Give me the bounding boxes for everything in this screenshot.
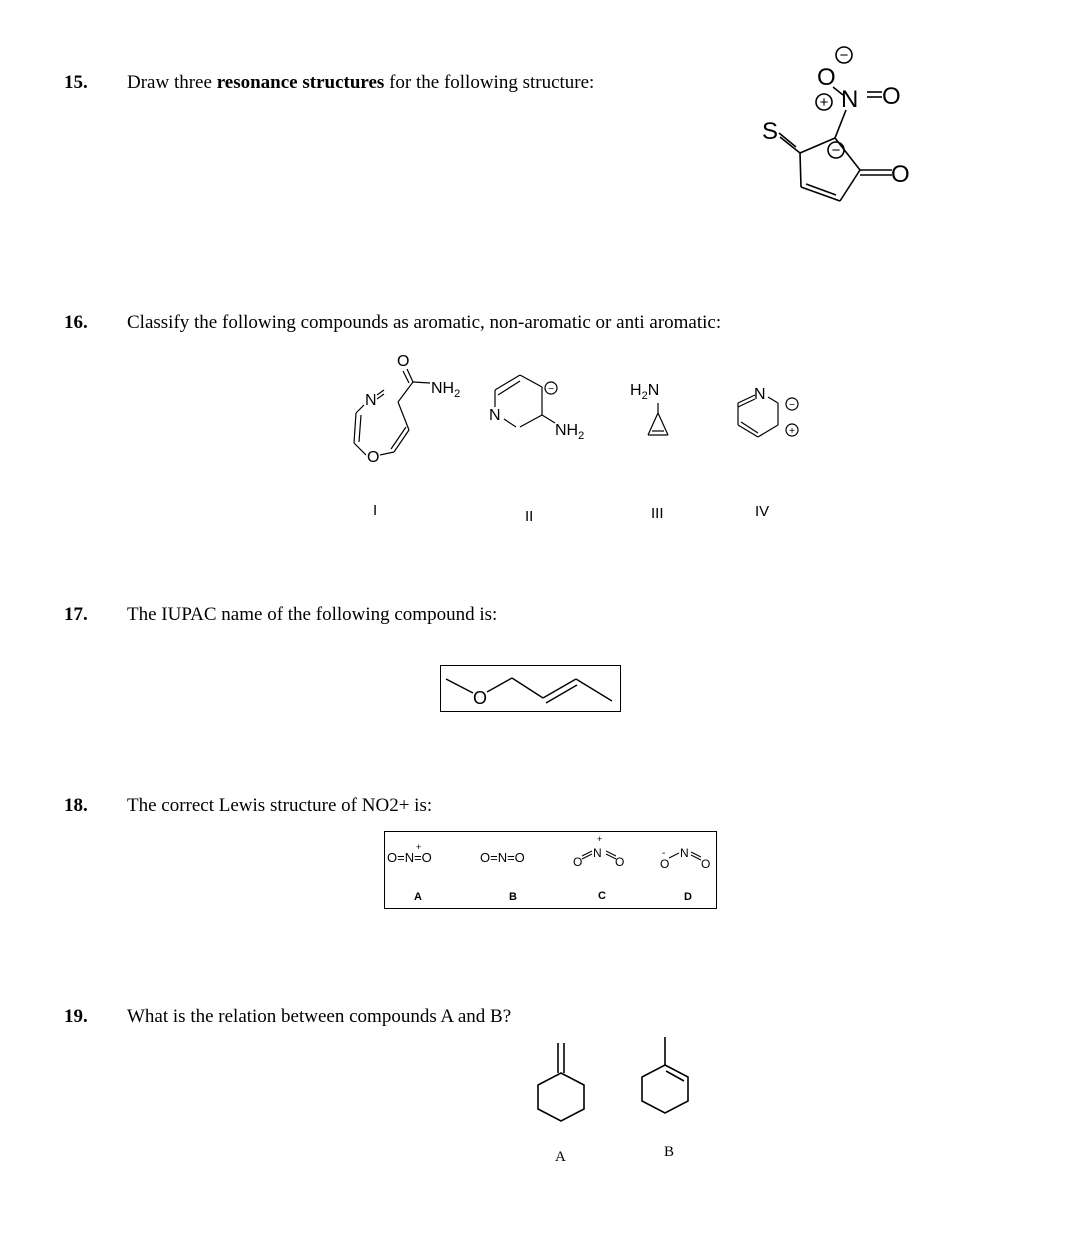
oxygen-atom: O <box>882 83 901 110</box>
compound-label: III <box>651 505 664 522</box>
option-label: A <box>414 891 422 903</box>
minus-charge: − <box>548 384 554 395</box>
nitrogen-atom: N <box>841 86 859 113</box>
option-label: D <box>684 891 692 903</box>
minus-charge: − <box>789 400 795 411</box>
q17-structure <box>440 665 620 712</box>
amino-group: $NH_2$ <box>431 380 461 400</box>
option-label: B <box>509 891 517 903</box>
question-text: Classify the following compounds as aromatic, non-aromatic or anti aromatic: <box>127 312 722 333</box>
compound-label: I <box>373 502 378 519</box>
nitrogen-atom: N <box>489 407 501 424</box>
nitrogen-atom: N <box>365 392 377 409</box>
question-number: 19. <box>64 1006 88 1027</box>
nitrogen-atom: N <box>593 846 602 860</box>
oxygen-atom: O <box>891 161 910 188</box>
oxygen-atom: O <box>701 857 711 871</box>
lewis-formula: O=N=O <box>480 850 525 865</box>
question-text: The IUPAC name of the following compound is: <box>127 604 498 625</box>
question-number: 16. <box>64 312 88 333</box>
q16-structures <box>330 345 810 475</box>
question-number: 17. <box>64 604 88 625</box>
compound-label: B <box>664 1144 675 1160</box>
amino-group: $NH_2$ <box>555 422 585 442</box>
q15-structure <box>750 35 920 215</box>
plus-charge: + <box>819 94 829 111</box>
plus-charge: + <box>789 426 795 437</box>
nitrogen-atom: N <box>754 386 766 403</box>
minus-charge: − <box>831 142 841 159</box>
oxygen-atom: O <box>817 64 836 91</box>
charge: - <box>662 848 666 859</box>
option-label: C <box>598 890 606 902</box>
question-text: The correct Lewis structure of NO2+ is: <box>127 795 433 816</box>
oxygen-atom: O <box>367 449 380 466</box>
q19-structures <box>520 1035 710 1125</box>
minus-charge: − <box>839 47 849 64</box>
oxygen-atom: O <box>573 855 583 869</box>
oxygen-atom: O <box>660 857 670 871</box>
charge: + <box>416 842 422 852</box>
oxygen-atom: O <box>615 855 625 869</box>
oxygen-atom: O <box>473 688 488 708</box>
question-text: What is the relation between compounds A and B? <box>127 1006 512 1027</box>
nitrogen-atom: N <box>680 846 689 860</box>
sulfur-atom: S <box>762 118 779 145</box>
amino-group: $H_2N$ <box>630 382 660 402</box>
question-text: Draw three resonance structures for the following structure: <box>127 72 595 93</box>
compound-label: A <box>555 1149 566 1165</box>
oxygen-atom: O <box>397 353 410 370</box>
lewis-formula: O=N=O <box>387 850 432 865</box>
question-number: 15. <box>64 72 88 93</box>
compound-label: IV <box>755 503 770 520</box>
compound-label: II <box>525 508 534 525</box>
q18-options <box>384 831 717 909</box>
charge: + <box>597 834 603 844</box>
question-number: 18. <box>64 795 88 816</box>
